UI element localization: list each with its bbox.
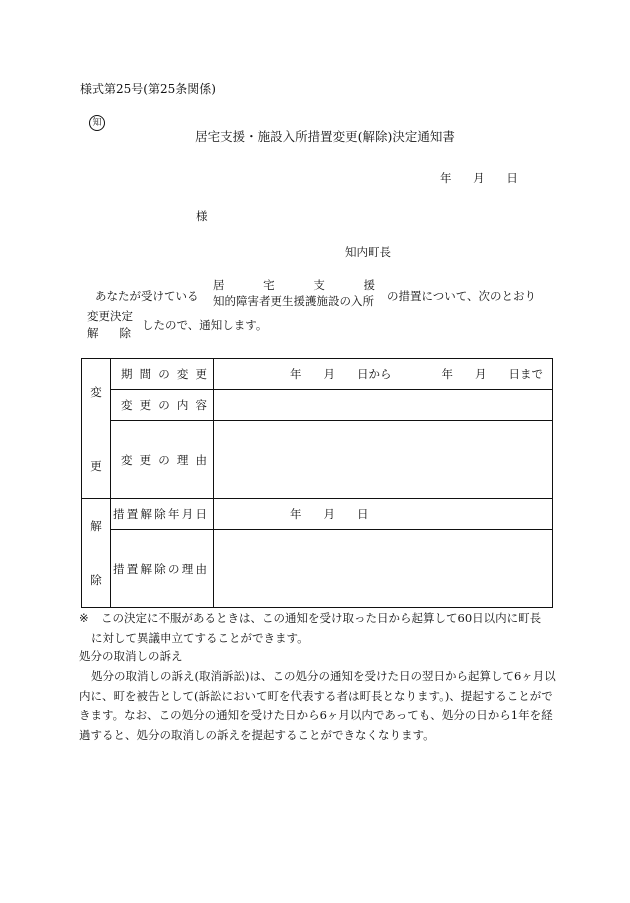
- label-char: の: [158, 367, 170, 381]
- label-char: 月: [181, 507, 194, 521]
- choice-char: 除: [119, 326, 131, 340]
- label-char: 更: [139, 452, 152, 467]
- reason-label-cell: [111, 421, 214, 499]
- choice-home-support: [213, 277, 375, 293]
- label-char: 年: [168, 507, 180, 521]
- to-day: 日まで: [508, 367, 543, 381]
- date-year: 年: [440, 171, 452, 185]
- form-number: 様式第25号(第25条関係): [80, 82, 216, 96]
- period-value-cell[interactable]: [214, 359, 553, 390]
- label-char: 更: [195, 367, 207, 381]
- note-line1: この決定に不服があるときは、この通知を受け取った日から起算して60日以内に町長: [101, 611, 542, 625]
- label-char: 除: [154, 507, 166, 521]
- choice-char: 居: [213, 278, 225, 292]
- appeal-heading: 処分の取消しの訴え: [79, 649, 183, 663]
- date-month: 月: [473, 171, 485, 185]
- town-seal-mark: 知: [89, 115, 105, 131]
- label-char: 変: [121, 452, 133, 467]
- objection-note: [79, 609, 559, 648]
- body-line2: したので、通知します。: [142, 318, 268, 332]
- table-row: [82, 530, 553, 608]
- label-char: 内: [176, 398, 189, 412]
- cancel-month: 月: [323, 507, 335, 521]
- cancel-date-value-cell[interactable]: [214, 499, 553, 530]
- body-suffix: の措置について、次のとおり: [387, 289, 537, 303]
- cancel-category-cell: [82, 499, 111, 608]
- label-char: 更: [139, 398, 152, 412]
- choice-facility: 知的障害者更生援護施設の入所: [213, 294, 374, 308]
- note-mark: ※: [79, 611, 89, 625]
- reason-value-cell[interactable]: [214, 421, 553, 499]
- cancel-reason-value-cell[interactable]: [214, 530, 553, 608]
- choice-char: 解: [87, 326, 99, 340]
- label-char: 日: [195, 507, 207, 521]
- document-title: 居宅支援・施設入所措置変更(解除)決定通知書: [195, 129, 455, 144]
- category-char: 更: [90, 458, 102, 473]
- label-char: 解: [140, 561, 152, 576]
- from-month: 月: [323, 367, 335, 381]
- from-day: 日から: [357, 367, 392, 381]
- cancel-year: 年: [290, 507, 302, 521]
- label-char: 理: [181, 561, 194, 576]
- category-char: 除: [90, 573, 102, 587]
- decision-table: [81, 358, 553, 608]
- label-char: 措: [113, 561, 125, 576]
- label-char: 変: [121, 398, 133, 412]
- label-char: の: [158, 398, 170, 412]
- appeal-text: 処分の取消しの訴え(取消訴訟)は、この処分の通知を受けた日の翌日から起算して6ヶ月以内に、町を被告として(訴訟において町を代表する者は町長となります。)、提起することができます。なお、この処分の通知を受けた日から6ヶ月以内であっても、処分の日から1年を経過すると、処分の取消しの訴えを提起することができなくなります。: [79, 669, 556, 742]
- choice-change: 変更決定: [87, 309, 133, 323]
- label-char: 由: [195, 452, 207, 467]
- category-char: 解: [90, 519, 102, 533]
- choice-char: 宅: [263, 278, 275, 292]
- category-char: 変: [90, 384, 102, 399]
- from-year: 年: [290, 367, 302, 381]
- decision-choice: [87, 308, 133, 342]
- content-label-cell: [111, 390, 214, 421]
- table-row: [82, 421, 553, 499]
- to-month: 月: [475, 367, 487, 381]
- change-category-cell: [82, 359, 111, 499]
- label-char: 置: [126, 507, 139, 521]
- label-char: 変: [176, 367, 189, 381]
- period-label-cell: [111, 359, 214, 390]
- label-char: 理: [176, 452, 189, 467]
- label-char: 由: [195, 561, 207, 576]
- choice-char: 援: [363, 278, 375, 292]
- issue-date: [440, 170, 536, 186]
- cancel-reason-label-cell: [111, 530, 214, 608]
- addressee-suffix: 様: [196, 209, 208, 223]
- choice-char: 支: [313, 278, 325, 292]
- choice-cancel: [87, 325, 131, 342]
- cancel-date-label-cell: [111, 499, 214, 530]
- date-day: 日: [506, 171, 518, 185]
- table-row: [82, 390, 553, 421]
- to-year: 年: [441, 367, 453, 381]
- label-char: 容: [195, 398, 207, 412]
- issuer-name: 知内町長: [345, 245, 391, 259]
- label-char: 解: [140, 507, 152, 521]
- content-value-cell[interactable]: [214, 390, 553, 421]
- label-char: 措: [113, 507, 125, 521]
- label-char: 期: [121, 367, 133, 381]
- label-char: 置: [126, 561, 139, 576]
- label-char: の: [168, 561, 180, 576]
- service-choice: [213, 277, 375, 309]
- table-row: [82, 499, 553, 530]
- label-char: 間: [139, 367, 152, 381]
- note-line2: に対して異議申立てすることができます。: [91, 630, 309, 645]
- body-prefix: あなたが受けている: [95, 289, 199, 303]
- cancel-day: 日: [357, 507, 369, 521]
- label-char: 除: [154, 561, 166, 576]
- table-row: [82, 359, 553, 390]
- label-char: の: [158, 452, 170, 467]
